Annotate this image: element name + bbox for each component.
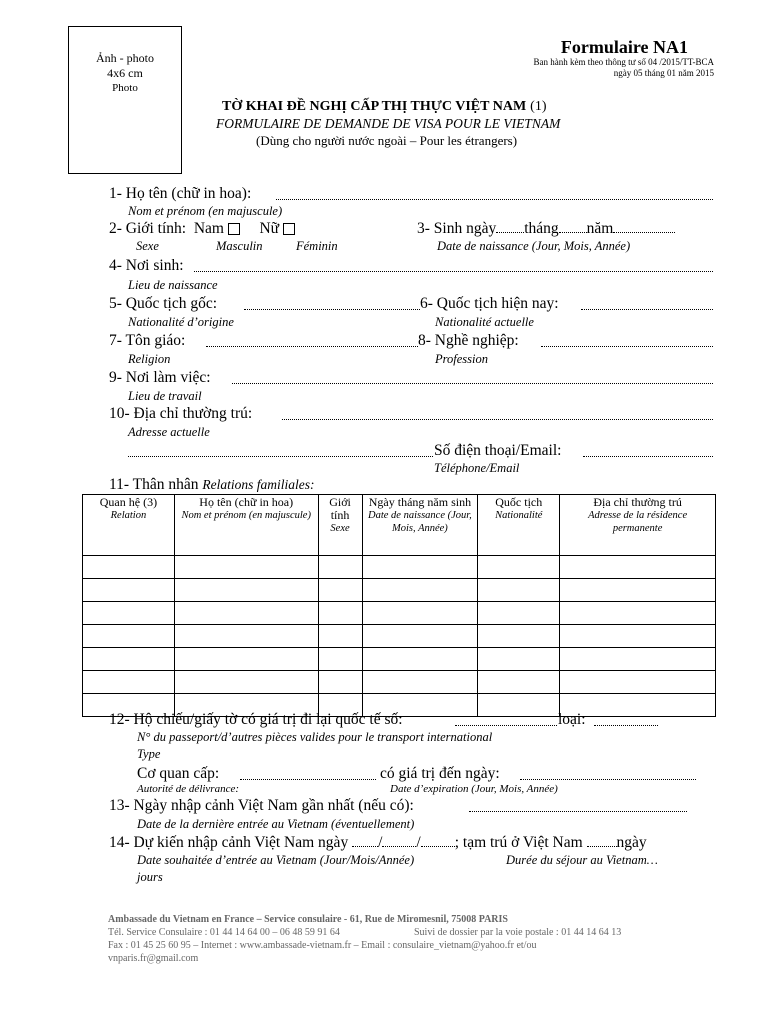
field-7-input[interactable]	[206, 334, 418, 347]
photo-box	[68, 26, 182, 174]
authority-input[interactable]	[240, 767, 376, 780]
birth-year-input[interactable]	[613, 220, 675, 233]
field-1-input[interactable]	[276, 187, 713, 200]
table-cell[interactable]	[318, 648, 362, 671]
title-vn: TỜ KHAI ĐỀ NGHỊ CẤP THỊ THỰC VIỆT NAM (1)	[222, 99, 547, 114]
entry-day-input[interactable]	[352, 834, 378, 847]
table-cell[interactable]	[478, 671, 560, 694]
photo-label: Ảnh - photo	[96, 51, 154, 65]
table-row	[83, 648, 716, 671]
table-cell[interactable]	[318, 579, 362, 602]
col-nationality: Quốc tịch Nationalité	[478, 495, 560, 556]
stay-days-input[interactable]	[587, 834, 617, 847]
table-cell[interactable]	[362, 625, 478, 648]
field-6-fr: Nationalité actuelle	[435, 315, 534, 329]
table-cell[interactable]	[174, 671, 318, 694]
passport-type-input[interactable]	[594, 713, 658, 726]
field-4-fr: Lieu de naissance	[128, 278, 218, 292]
table-cell[interactable]	[83, 556, 175, 579]
issued-line-2: ngày 05 tháng 01 năm 2015	[613, 68, 714, 78]
table-cell[interactable]	[362, 602, 478, 625]
field-14-label: 14- Dự kiến nhập cảnh Việt Nam ngày / / ; tạm trú ở Việt Nam ngày	[109, 834, 647, 851]
table-cell[interactable]	[318, 556, 362, 579]
table-row	[83, 556, 716, 579]
table-cell[interactable]	[362, 556, 478, 579]
table-cell[interactable]	[83, 671, 175, 694]
field-10-input[interactable]	[282, 407, 713, 420]
field-8-fr: Profession	[435, 352, 489, 366]
table-row	[83, 579, 716, 602]
field-10-input-2[interactable]	[128, 444, 433, 457]
field-5-label: 5- Quốc tịch gốc:	[109, 295, 218, 312]
field-1-label: 1- Họ tên (chữ in hoa):	[109, 185, 252, 202]
field-9-input[interactable]	[232, 371, 713, 384]
footer-tracking: Suivi de dossier par la voie postale : 01 44 14 64 13	[414, 927, 622, 938]
field-13-fr: Date de la dernière entrée au Vietnam (éventuellement)	[137, 817, 415, 831]
table-cell[interactable]	[174, 602, 318, 625]
table-cell[interactable]	[478, 579, 560, 602]
title-fr: FORMULAIRE DE DEMANDE DE VISA POUR LE VIETNAM	[216, 116, 561, 131]
field-3-label: 3- Sinh ngày tháng năm	[417, 220, 675, 238]
field-2-label: 2- Giới tính: Nam Nữ	[109, 220, 299, 238]
col-sex: Giới tính Sexe	[318, 495, 362, 556]
field-2-fr: Sexe	[136, 239, 159, 253]
table-cell[interactable]	[174, 625, 318, 648]
field-6-input[interactable]	[581, 297, 713, 310]
male-fr: Masculin	[216, 239, 263, 253]
field-6-label: 6- Quốc tịch hiện nay:	[420, 295, 559, 312]
stay-days-fr: jours	[137, 870, 163, 884]
field-10-label: 10- Địa chỉ thường trú:	[109, 405, 253, 422]
photo-size: 4x6 cm	[107, 66, 143, 80]
photo-label-en: Photo	[112, 82, 138, 94]
field-11-label: 11- Thân nhân Relations familiales:	[109, 476, 315, 493]
field-5-fr: Nationalité d’origine	[128, 315, 234, 329]
table-cell[interactable]	[478, 602, 560, 625]
field-8-label: 8- Nghề nghiệp:	[418, 332, 519, 349]
table-row	[83, 625, 716, 648]
field-13-input[interactable]	[469, 799, 687, 812]
table-cell[interactable]	[478, 625, 560, 648]
validity-label: có giá trị đến ngày:	[380, 765, 500, 782]
field-14-fr: Date souhaitée d’entrée au Vietnam (Jour/Mois/Année)	[137, 853, 415, 867]
table-header-row	[83, 495, 716, 556]
table-cell[interactable]	[560, 648, 716, 671]
phone-input[interactable]	[583, 444, 713, 457]
passport-type-fr: Type	[137, 747, 161, 761]
phone-fr: Téléphone/Email	[434, 461, 520, 475]
table-cell[interactable]	[560, 671, 716, 694]
table-cell[interactable]	[318, 671, 362, 694]
table-cell[interactable]	[362, 648, 478, 671]
field-1-fr: Nom et prénom (en majuscule)	[128, 204, 283, 218]
table-cell[interactable]	[560, 579, 716, 602]
phone-label: Số điện thoại/Email:	[434, 442, 562, 459]
table-cell[interactable]	[83, 648, 175, 671]
field-5-input[interactable]	[244, 297, 420, 310]
table-cell[interactable]	[560, 602, 716, 625]
female-checkbox[interactable]	[283, 223, 295, 235]
table-cell[interactable]	[478, 556, 560, 579]
col-relation: Quan hệ (3) Relation	[83, 495, 175, 556]
validity-input[interactable]	[520, 767, 696, 780]
footer-email: vnparis.fr@gmail.com	[108, 953, 199, 964]
female-fr: Féminin	[296, 239, 338, 253]
entry-month-input[interactable]	[382, 834, 416, 847]
field-9-label: 9- Nơi làm việc:	[109, 369, 211, 386]
form-code: Formulaire NA1	[560, 37, 688, 57]
col-address: Địa chỉ thường trú Adresse de la résidence permanente	[560, 495, 716, 556]
field-3-fr: Date de naissance (Jour, Mois, Année)	[437, 239, 631, 253]
field-13-label: 13- Ngày nhập cảnh Việt Nam gần nhất (nếu có):	[109, 797, 414, 814]
table-cell[interactable]	[174, 579, 318, 602]
table-cell[interactable]	[560, 625, 716, 648]
relations-table	[82, 494, 716, 717]
issued-line-1: Ban hành kèm theo thông tư số 04 /2015/TT-BCA	[533, 57, 714, 67]
table-cell[interactable]	[560, 556, 716, 579]
subtitle: (Dùng cho người nước ngoài – Pour les étrangers)	[256, 133, 518, 148]
footer-phone: Tél. Service Consulaire : 01 44 14 64 00 – 06 48 59 91 64	[108, 927, 340, 938]
authority-label: Cơ quan cấp:	[137, 765, 220, 782]
field-4-label: 4- Nơi sinh:	[109, 257, 184, 274]
birth-month-input[interactable]	[559, 220, 587, 233]
table-cell[interactable]	[83, 579, 175, 602]
field-10-fr: Adresse actuelle	[128, 425, 210, 439]
validity-fr: Date d’expiration (Jour, Mois, Année)	[390, 783, 558, 795]
footer-contact: Fax : 01 45 25 60 95 – Internet : www.ambassade-vietnam.fr – Email : consulaire_vietnam@yahoo.fr et/ou	[108, 940, 537, 951]
birth-day-input[interactable]	[496, 220, 524, 233]
table-cell[interactable]	[362, 671, 478, 694]
field-9-fr: Lieu de travail	[128, 389, 202, 403]
table-cell[interactable]	[83, 602, 175, 625]
field-12-fr: N° du passeport/d’autres pièces valides pour le transport international	[137, 730, 493, 744]
col-name: Họ tên (chữ in hoa) Nom et prénom (en majuscule)	[174, 495, 318, 556]
field-7-label: 7- Tôn giáo:	[109, 332, 186, 349]
table-row	[83, 602, 716, 625]
footer-address: Ambassade du Vietnam en France – Service consulaire - 61, Rue de Miromesnil, 75008 PARIS	[108, 914, 508, 925]
table-cell[interactable]	[174, 556, 318, 579]
col-birthdate: Ngày tháng năm sinh Date de naissance (Jour, Mois, Année)	[362, 495, 478, 556]
table-cell[interactable]	[362, 579, 478, 602]
table-cell[interactable]	[83, 625, 175, 648]
relations-table-body	[83, 556, 716, 717]
table-cell[interactable]	[478, 648, 560, 671]
male-checkbox[interactable]	[228, 223, 240, 235]
passport-number-input[interactable]	[455, 713, 557, 726]
passport-type-label: loại:	[558, 711, 586, 728]
entry-year-input[interactable]	[421, 834, 455, 847]
table-cell[interactable]	[174, 648, 318, 671]
field-4-input[interactable]	[194, 259, 713, 272]
stay-fr: Durée du séjour au Vietnam…	[506, 853, 658, 867]
table-row	[83, 671, 716, 694]
field-8-input[interactable]	[541, 334, 713, 347]
authority-fr: Autorité de délivrance:	[137, 783, 240, 795]
field-12-label: 12- Hộ chiếu/giấy tờ có giá trị đi lại quốc tế số:	[109, 711, 403, 728]
table-cell[interactable]	[318, 602, 362, 625]
table-cell[interactable]	[318, 625, 362, 648]
field-7-fr: Religion	[128, 352, 171, 366]
